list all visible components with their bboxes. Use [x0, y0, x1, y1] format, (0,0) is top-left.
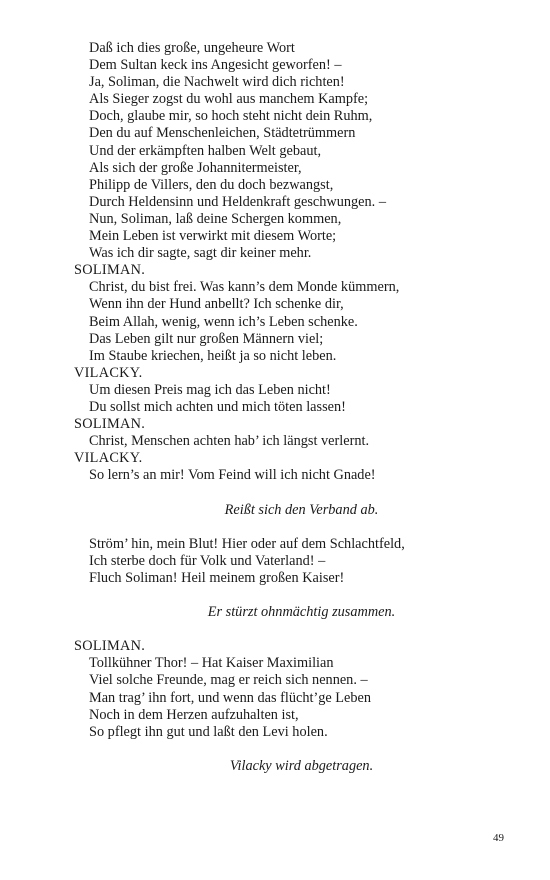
verse-line: Du sollst mich achten und mich töten lassen! [89, 398, 346, 415]
speaker-name: SOLIMAN. [74, 638, 146, 655]
blank-line [74, 741, 514, 758]
blank-line [74, 621, 514, 638]
blank-line [74, 519, 514, 536]
verse-line: Den du auf Menschenleichen, Städtetrümmern [89, 125, 356, 142]
stage-direction: Er stürzt ohnmächtig zusammen. [207, 604, 396, 621]
page-number: 49 [493, 832, 504, 844]
verse-line: Noch in dem Herzen aufzuhalten ist, [89, 706, 299, 723]
verse-line: Durch Heldensinn und Heldenkraft geschwungen. – [89, 193, 386, 210]
verse-line: Beim Allah, wenig, wenn ich’s Leben schenke. [89, 313, 358, 330]
blank-line [74, 587, 514, 604]
verse-line: Und der erkämpften halben Welt gebaut, [89, 142, 322, 159]
verse-line: Was ich dir sagte, sagt dir keiner mehr. [89, 245, 312, 262]
verse-line: Als sich der große Johannitermeister, [89, 159, 302, 176]
verse-line: Ja, Soliman, die Nachwelt wird dich richten! [89, 74, 345, 91]
verse-line: Daß ich dies große, ungeheure Wort [89, 40, 295, 56]
speaker-name: VILACKY. [74, 364, 143, 381]
verse-line: Philipp de Villers, den du doch bezwangst, [89, 176, 334, 193]
speaker-name: SOLIMAN. [74, 416, 146, 433]
verse-line: Nun, Soliman, laß deine Schergen kommen, [89, 210, 342, 227]
stage-direction: Vilacky wird abgetragen. [229, 757, 374, 774]
stage-direction: Reißt sich den Verband ab. [224, 501, 379, 518]
verse-line: Ström’ hin, mein Blut! Hier oder auf dem Schlachtfeld, [89, 535, 405, 552]
verse-line: Christ, Menschen achten hab’ ich längst verlernt. [89, 433, 370, 450]
verse-line: So pflegt ihn gut und laßt den Levi holen. [89, 723, 328, 740]
verse-line: Christ, du bist frei. Was kann’s dem Monde kümmern, [89, 279, 400, 296]
verse-line: Wenn ihn der Hund anbellt? Ich schenke dir, [89, 296, 344, 313]
blank-line [74, 484, 514, 501]
verse-line: Ich sterbe doch für Volk und Vaterland! – [89, 552, 326, 569]
verse-line: So lern’s an mir! Vom Feind will ich nicht Gnade! [89, 467, 376, 484]
speaker-name: SOLIMAN. [74, 262, 146, 279]
verse-line: Fluch Soliman! Heil meinem großen Kaiser! [89, 569, 345, 586]
verse-line: Man trag’ ihn fort, und wenn das flücht’ge Leben [89, 689, 372, 706]
verse-line: Doch, glaube mir, so hoch steht nicht dein Ruhm, [89, 108, 373, 125]
verse-line: Viel solche Freunde, mag er reich sich nennen. – [89, 672, 368, 689]
verse-line: Das Leben gilt nur großen Männern viel; [89, 330, 324, 347]
verse-line: Um diesen Preis mag ich das Leben nicht! [89, 381, 331, 398]
play-text [74, 40, 514, 775]
verse-line: Dem Sultan keck ins Angesicht geworfen! – [89, 57, 342, 74]
speaker-name: VILACKY. [74, 450, 143, 467]
verse-line: Mein Leben ist verwirkt mit diesem Worte; [89, 228, 337, 245]
verse-line: Im Staube kriechen, heißt ja so nicht leben. [89, 347, 337, 364]
verse-line: Tollkühner Thor! – Hat Kaiser Maximilian [89, 655, 334, 672]
verse-line: Als Sieger zogst du wohl aus manchem Kampfe; [89, 91, 369, 108]
